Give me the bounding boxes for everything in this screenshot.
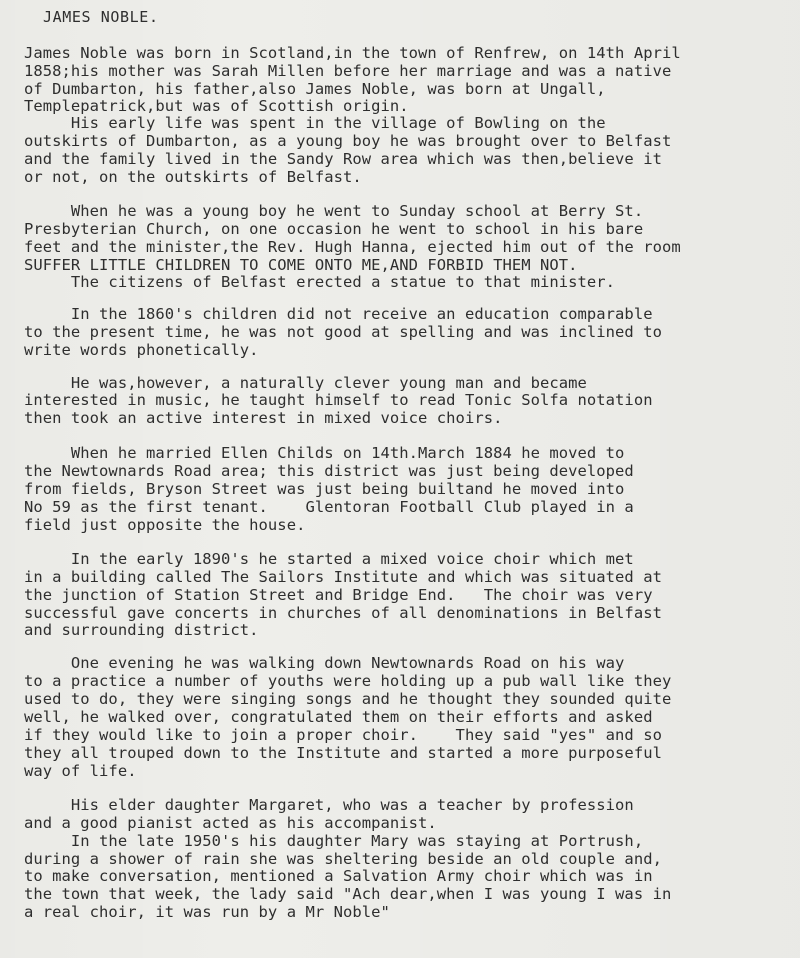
- text-line: His early life was spent in the village of Bowling on the: [24, 114, 606, 132]
- text-line: used to do, they were singing songs and he thought they sounded quite: [24, 690, 672, 708]
- text-line: feet and the minister,the Rev. Hugh Hanna, ejected him out of the room: [24, 238, 681, 256]
- text-line: way of life.: [24, 762, 137, 780]
- text-line: if they would like to join a proper choir. They said "yes" and so: [24, 726, 662, 744]
- text-line: and surrounding district.: [24, 621, 259, 639]
- text-line: The citizens of Belfast erected a statue to that minister.: [24, 273, 616, 291]
- text-line: One evening he was walking down Newtownards Road on his way: [24, 654, 625, 672]
- text-line: In the late 1950's his daughter Mary was staying at Portrush,: [24, 832, 644, 850]
- text-line: In the early 1890's he started a mixed voice choir which met: [24, 550, 634, 568]
- document-title: JAMES NOBLE.: [43, 8, 159, 26]
- text-line: His elder daughter Margaret, who was a teacher by profession: [24, 796, 634, 814]
- text-line: during a shower of rain she was sheltering beside an old couple and,: [24, 850, 662, 868]
- text-line: or not, on the outskirts of Belfast.: [24, 168, 362, 186]
- text-line: Templepatrick,but was of Scottish origin.: [24, 97, 409, 115]
- text-line: from fields, Bryson Street was just being builtand he moved into: [24, 480, 625, 498]
- text-line: the town that week, the lady said "Ach dear,when I was young I was in: [24, 885, 672, 903]
- text-line: a real choir, it was run by a Mr Noble": [24, 903, 390, 921]
- text-line: to make conversation, mentioned a Salvation Army choir which was in: [24, 867, 653, 885]
- text-line: write words phonetically.: [24, 341, 259, 359]
- text-line: SUFFER LITTLE CHILDREN TO COME ONTO ME,AND FORBID THEM NOT.: [24, 256, 578, 274]
- text-line: successful gave concerts in churches of all denominations in Belfast: [24, 604, 662, 622]
- text-line: interested in music, he taught himself to read Tonic Solfa notation: [24, 391, 653, 409]
- text-line: Presbyterian Church, on one occasion he went to school in his bare: [24, 220, 644, 238]
- text-line: they all trouped down to the Institute and started a more purposeful: [24, 744, 662, 762]
- text-line: When he was a young boy he went to Sunday school at Berry St.: [24, 202, 644, 220]
- text-line: then took an active interest in mixed voice choirs.: [24, 409, 503, 427]
- text-line: to the present time, he was not good at spelling and was inclined to: [24, 323, 662, 341]
- text-line: of Dumbarton, his father,also James Noble, was born at Ungall,: [24, 80, 606, 98]
- text-line: well, he walked over, congratulated them on their efforts and asked: [24, 708, 653, 726]
- text-line: to a practice a number of youths were holding up a pub wall like they: [24, 672, 672, 690]
- text-line: When he married Ellen Childs on 14th.March 1884 he moved to: [24, 444, 625, 462]
- text-line: 1858;his mother was Sarah Millen before her marriage and was a native: [24, 62, 672, 80]
- text-line: In the 1860's children did not receive an education comparable: [24, 305, 653, 323]
- text-line: outskirts of Dumbarton, as a young boy he was brought over to Belfast: [24, 132, 672, 150]
- text-line: the Newtownards Road area; this district was just being developed: [24, 462, 634, 480]
- text-line: in a building called The Sailors Institute and which was situated at: [24, 568, 662, 586]
- text-line: James Noble was born in Scotland,in the town of Renfrew, on 14th April: [24, 44, 681, 62]
- text-line: the junction of Station Street and Bridge End. The choir was very: [24, 586, 653, 604]
- text-line: and the family lived in the Sandy Row area which was then,believe it: [24, 150, 662, 168]
- text-line: and a good pianist acted as his accompanist.: [24, 814, 437, 832]
- text-line: No 59 as the first tenant. Glentoran Football Club played in a: [24, 498, 634, 516]
- text-line: He was,however, a naturally clever young man and became: [24, 374, 587, 392]
- text-line: field just opposite the house.: [24, 516, 306, 534]
